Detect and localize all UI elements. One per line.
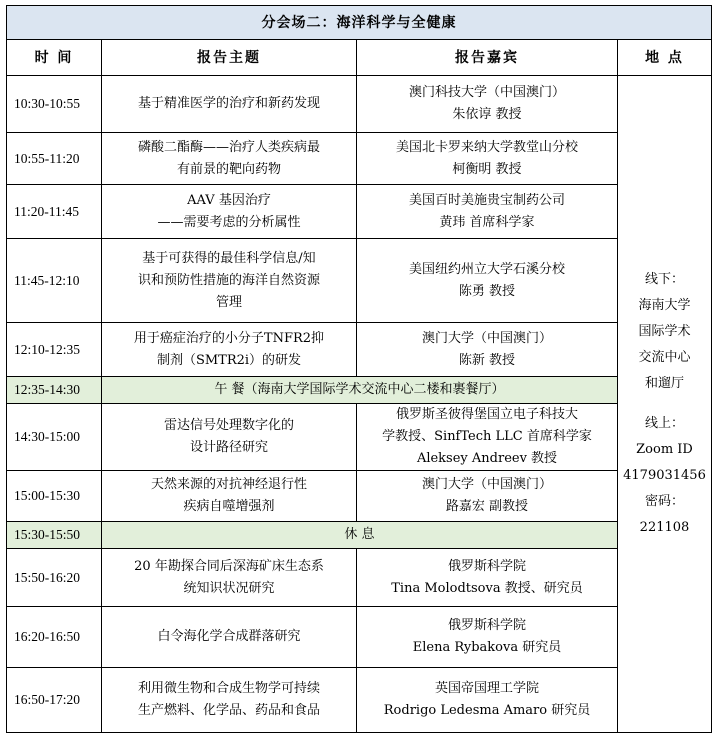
time-cell: 14:30-15:00 — [7, 404, 102, 471]
table-row — [7, 76, 712, 133]
table-row — [7, 239, 712, 323]
cell-line: 柯衡明 教授 — [452, 161, 522, 177]
session-title: 分会场二：海洋科学与全健康 — [7, 6, 712, 40]
venue-online-label: 线上： — [644, 416, 684, 431]
time-cell: 12:10-12:35 — [7, 323, 102, 377]
table-row — [7, 323, 712, 377]
lunch-row-label: 午 餐（海南大学国际学术交流中心二楼和裹餐厅） — [102, 377, 618, 404]
cell-line: 美国北卡罗来纳大学教堂山分校 — [395, 139, 578, 155]
header-venue: 地 点 — [618, 40, 712, 76]
cell-line: 澳门科技大学（中国澳门） — [408, 85, 565, 100]
cell-line: 澳门大学（中国澳门） — [421, 330, 552, 346]
table-row — [7, 549, 712, 607]
cell-line: 设计路径研究 — [189, 440, 268, 455]
venue-online-line: 密码： — [644, 494, 684, 509]
cell-line: 英国帝国理工学院 — [434, 681, 539, 696]
time-cell: 11:45-12:10 — [7, 239, 102, 323]
cell-line: 路嘉宏 副教授 — [445, 499, 529, 514]
topic-cell — [102, 133, 357, 185]
table-row — [7, 471, 712, 522]
cell-line: 疾病自噬增强剂 — [183, 499, 275, 514]
topic-cell — [102, 549, 357, 607]
table-row — [7, 133, 712, 185]
cell-line: 用于癌症治疗的小分子TNFR2抑 — [133, 330, 325, 346]
cell-line: AAV 基因治疗 — [187, 192, 271, 208]
cell-line: Rodrigo Ledesma Amaro 研究员 — [383, 703, 591, 718]
venue-offline-label: 线下： — [644, 272, 684, 287]
cell-line: 陈勇 教授 — [458, 283, 516, 299]
venue-online-line: 221108 — [639, 520, 690, 535]
time-cell: 15:50-16:20 — [7, 549, 102, 607]
topic-cell — [102, 76, 357, 133]
speaker-cell — [357, 76, 618, 133]
venue-offline-line: 海南大学 — [638, 298, 691, 313]
table-row — [7, 404, 712, 471]
title-row — [7, 6, 712, 40]
cell-line: ——需要考虑的分析属性 — [157, 214, 301, 230]
cell-line: 俄罗斯科学院 — [447, 618, 526, 633]
speaker-cell — [357, 668, 618, 733]
cell-line: 陈新 教授 — [458, 352, 516, 368]
topic-cell — [102, 239, 357, 323]
time-cell: 11:20-11:45 — [7, 185, 102, 239]
rest-row — [7, 522, 712, 549]
time-cell: 10:55-11:20 — [7, 133, 102, 185]
venue-offline-line: 国际学术 — [638, 324, 691, 339]
topic-cell — [102, 668, 357, 733]
speaker-cell — [357, 404, 618, 471]
time-cell: 10:30-10:55 — [7, 76, 102, 133]
cell-line: 黄玮 首席科学家 — [439, 214, 535, 230]
schedule-table — [6, 5, 712, 733]
cell-line: 基于可获得的最佳科学信息/知 — [142, 250, 316, 266]
cell-line: 有前景的靶向药物 — [176, 161, 281, 177]
header-topic: 报告主题 — [102, 40, 357, 76]
lunch-row — [7, 377, 712, 404]
cell-line: 俄罗斯科学院 — [447, 558, 526, 574]
cell-line: 澳门大学（中国澳门） — [421, 477, 552, 492]
cell-line: 朱依谆 教授 — [452, 107, 522, 122]
cell-line: 基于精准医学的治疗和新药发现 — [137, 96, 320, 111]
cell-line: Elena Rybakova 研究员 — [412, 640, 562, 655]
topic-cell — [102, 404, 357, 471]
topic-cell — [102, 185, 357, 239]
header-time: 时 间 — [7, 40, 102, 76]
speaker-cell — [357, 471, 618, 522]
cell-line: 制剂（SMTR2i）的研发 — [156, 352, 302, 368]
cell-line: 美国百时美施贵宝制药公司 — [408, 192, 565, 208]
cell-line: 俄罗斯圣彼得堡国立电子科技大 — [395, 407, 578, 422]
cell-line: 识和预防性措施的海洋自然资源 — [137, 272, 320, 288]
time-cell: 15:00-15:30 — [7, 471, 102, 522]
speaker-cell — [357, 607, 618, 668]
venue-offline-line: 和遛厅 — [644, 376, 684, 391]
speaker-cell — [357, 133, 618, 185]
topic-cell — [102, 323, 357, 377]
cell-line: 管理 — [215, 294, 242, 310]
speaker-cell — [357, 549, 618, 607]
cell-line: 磷酸二酯酶——治疗人类疾病最 — [137, 139, 320, 155]
cell-line: 雷达信号处理数字化的 — [163, 418, 294, 433]
table-row — [7, 668, 712, 733]
venue-online-line: Zoom ID — [636, 442, 693, 457]
time-cell: 12:35-14:30 — [7, 377, 102, 404]
cell-line: 统知识状况研究 — [183, 580, 275, 596]
speaker-cell — [357, 239, 618, 323]
cell-line: Tina Molodtsova 教授、研究员 — [391, 580, 583, 596]
table-row — [7, 185, 712, 239]
time-cell: 16:20-16:50 — [7, 607, 102, 668]
cell-line: 美国纽约州立大学石溪分校 — [408, 261, 565, 277]
venue-cell — [618, 76, 712, 733]
venue-offline-line: 交流中心 — [638, 350, 691, 365]
rest-row-label: 休 息 — [102, 522, 618, 549]
cell-line: 天然来源的对抗神经退行性 — [150, 477, 307, 492]
table-row — [7, 607, 712, 668]
cell-line: 生产燃料、化学品、药品和食品 — [137, 703, 320, 718]
header-speaker: 报告嘉宾 — [357, 40, 618, 76]
cell-line: 20 年勘探合同后深海矿床生态系 — [134, 558, 324, 574]
cell-line: 白令海化学合成群落研究 — [157, 629, 301, 644]
speaker-cell — [357, 323, 618, 377]
cell-line: 学教授、SinfTech LLC 首席科学家 — [382, 429, 592, 444]
time-cell: 16:50-17:20 — [7, 668, 102, 733]
speaker-cell — [357, 185, 618, 239]
venue-online-line: 4179031456 — [623, 468, 706, 483]
header-row — [7, 40, 712, 76]
cell-line: 利用微生物和合成生物学可持续 — [137, 681, 320, 696]
topic-cell — [102, 607, 357, 668]
venue-gap — [622, 397, 707, 411]
time-cell: 15:30-15:50 — [7, 522, 102, 549]
topic-cell — [102, 471, 357, 522]
cell-line: Aleksey Andreev 教授 — [416, 451, 558, 466]
